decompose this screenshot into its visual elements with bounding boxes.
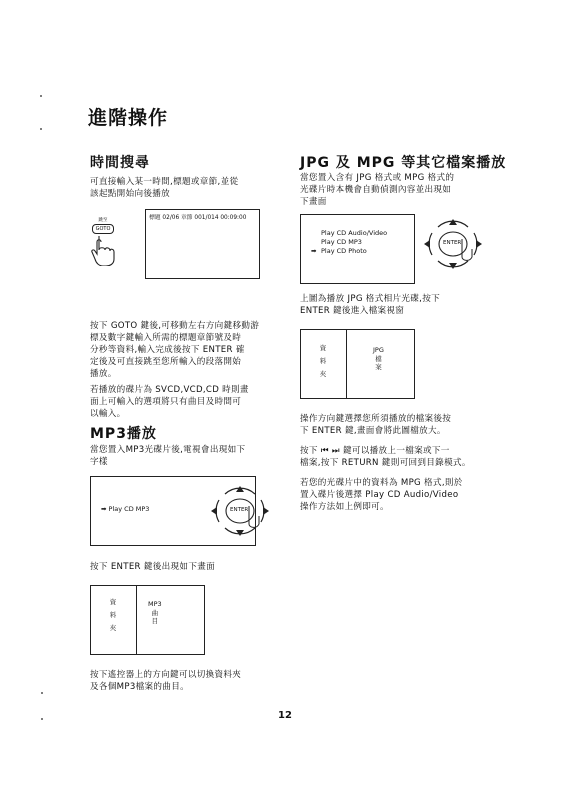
time-search-desc2: 若播放的碟片為 SVCD,VCD,CD 時則畫 面上可輸入的選項將只有曲目及時間可 以輸入。 <box>90 385 249 419</box>
mp3-intro: 當您置入MP3光碟片後,電視會出現如下 字樣 <box>90 445 246 467</box>
selection-arrow-icon: ➡ <box>101 505 107 513</box>
mp3-file-label: MP3 曲 目 <box>148 600 162 625</box>
osd-screen <box>145 209 260 279</box>
jpg-desc2: 操作方向鍵選擇您所須播放的檔案後按 下 ENTER 鍵,畫面會將此圖檔放大。 <box>300 414 452 436</box>
mp3-footer-text: 按下遙控器上的方向鍵可以切換資料夾 及各個MP3檔案的曲目。 <box>90 670 242 692</box>
mp3-enter-label: ENTER <box>230 507 249 513</box>
jpg-enter-label: ENTER <box>443 240 462 246</box>
jpg-menu-item-2: Play CD MP3 <box>321 238 362 246</box>
scan-speck <box>40 95 42 97</box>
jpg-menu-item-3: ➡ Play CD Photo <box>311 247 367 255</box>
page-title: 進階操作 <box>88 107 169 129</box>
scan-speck <box>41 692 43 694</box>
mp3-direction-pad <box>205 480 275 542</box>
scan-speck <box>40 128 42 130</box>
goto-remote-illustration: 跳至 GOTO <box>90 218 116 268</box>
scan-speck <box>41 718 43 720</box>
jpg-file-label: JPG 檔 案 <box>373 346 384 371</box>
jpg-menu-item-1: Play CD Audio/Video <box>321 229 388 237</box>
pointing-hand-icon <box>90 234 116 266</box>
osd-text: 標題 02/06 章節 001/014 00:09:00 <box>149 215 247 221</box>
mp3-folder-label: 資 料 夾 <box>109 598 117 632</box>
pane-divider <box>136 586 137 654</box>
jpg-file-window <box>300 329 415 399</box>
jpg-direction-pad <box>418 213 488 275</box>
mp3-heading: MP3播放 <box>90 426 157 442</box>
mp3-menu-item: Play CD MP3 <box>108 505 150 513</box>
jpg-menu-list <box>311 229 387 256</box>
goto-key-icon: GOTO <box>92 224 114 234</box>
page-number: 12 <box>278 710 292 721</box>
selection-arrow-icon: ➡ <box>311 247 317 255</box>
pane-divider <box>346 330 347 398</box>
jpg-desc3: 按下 ⏮ ⏭ 鍵可以播放上一檔案或下一 檔案,按下 RETURN 鍵則可回到目錄模式。 <box>300 446 471 468</box>
jpg-folder-label: 資 料 夾 <box>319 344 327 378</box>
mp3-file-window <box>90 585 205 655</box>
jpg-desc1: 上圖為播放 JPG 格式相片光碟,按下 ENTER 鍵後進入檔案視窗 <box>300 294 440 316</box>
jpg-intro: 當您置入含有 JPG 格式或 MPG 格式的 光碟片時本機會自動偵測內容並出現如 下畫面 <box>300 173 455 207</box>
jpg-desc4: 若您的光碟片中的資料為 MPG 格式,則於 置入碟片後選擇 Play CD Audio/Video 操作方法如上例即可。 <box>300 478 463 512</box>
jpg-tv-screen <box>300 214 415 284</box>
jpg-heading: JPG 及 MPG 等其它檔案播放 <box>300 155 507 171</box>
mp3-after-enter: 按下 ENTER 鍵後出現如下畫面 <box>90 562 216 572</box>
time-search-intro: 可直接輸入某一時間,標題或章節,並從 該起點開始向後播放 <box>90 177 239 199</box>
mp3-menu-row <box>101 505 149 513</box>
time-search-desc1: 按下 GOTO 鍵後,可移動左右方向鍵移動游 標及數字鍵輸入所需的標題章節號及時 分秒等資料,輸入完成後按下 ENTER 確 定後及可直接跳至您所輸入的段落開始 播放。 <box>90 321 260 379</box>
time-search-heading: 時間搜尋 <box>90 155 150 171</box>
